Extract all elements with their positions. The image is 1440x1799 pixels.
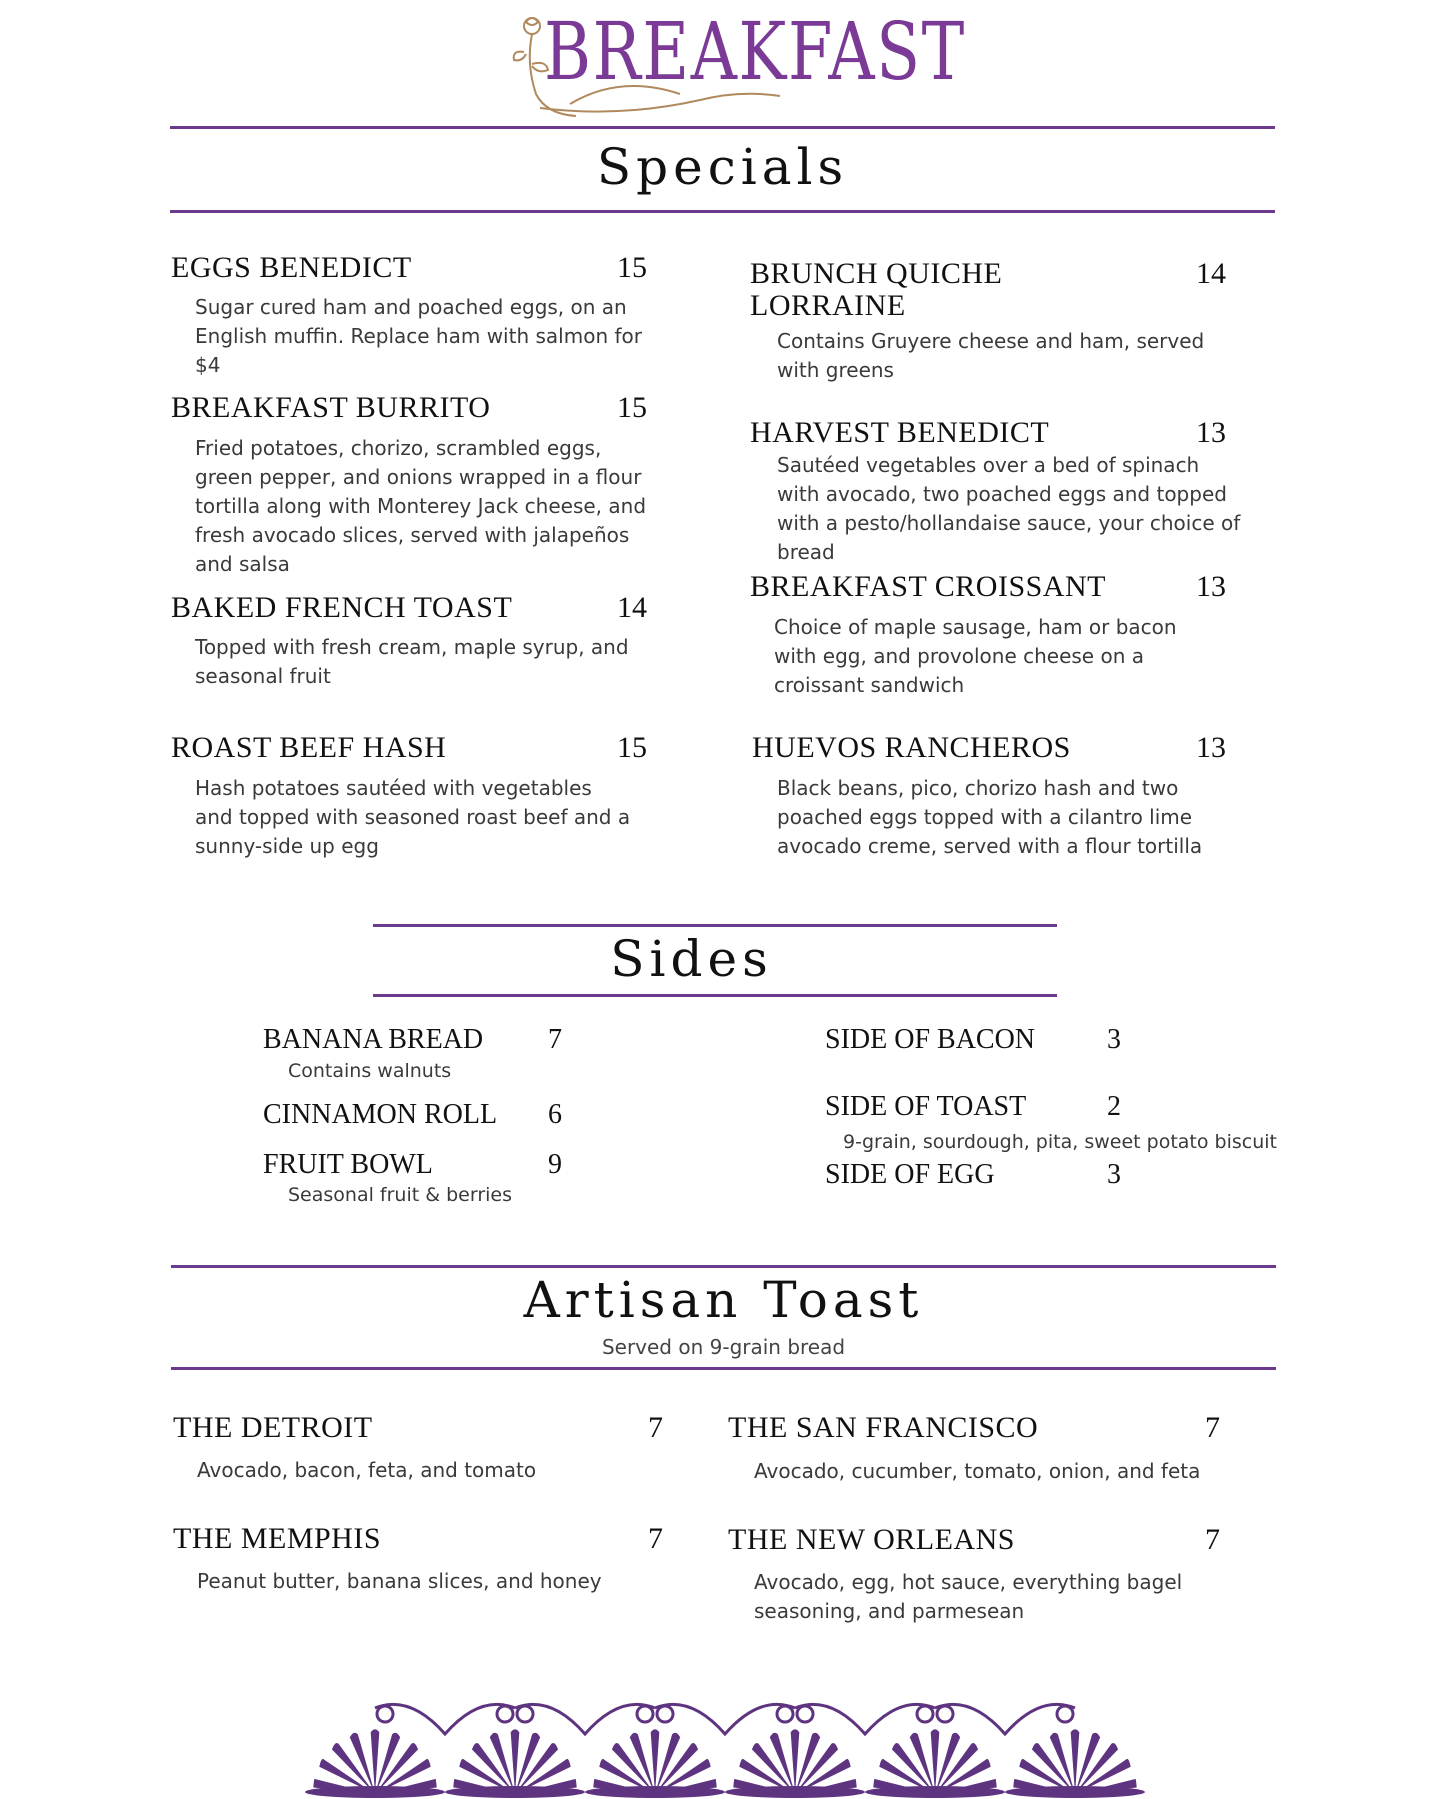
menu-item-price: 15 xyxy=(617,731,647,764)
menu-item-name: BREAKFAST CROISSANT xyxy=(750,570,1106,603)
toast-item-name: THE SAN FRANCISCO xyxy=(728,1411,1039,1444)
menu-item-desc: Sautéed vegetables over a bed of spinach with avocado, two poached eggs and topped with a pesto/hollandaise sauce, your choice of bread xyxy=(777,453,1241,564)
toast-item-desc: Avocado, cucumber, tomato, onion, and feta xyxy=(754,1459,1201,1483)
menu-item-price: 13 xyxy=(1196,416,1226,449)
toast-bottom-rule xyxy=(171,1367,1276,1370)
menu-item-price: 15 xyxy=(617,251,647,284)
toast-item-name: THE NEW ORLEANS xyxy=(728,1523,1015,1556)
menu-item-name: HARVEST BENEDICT xyxy=(750,416,1050,449)
menu-item-price: 13 xyxy=(1196,570,1226,603)
side-item-price: 7 xyxy=(548,1024,562,1055)
toast-subtitle: Served on 9-grain bread xyxy=(601,1335,846,1359)
menu-item-name: ROAST BEEF HASH xyxy=(171,731,447,764)
side-item-name: CINNAMON ROLL xyxy=(263,1099,498,1130)
toast-item-name: THE DETROIT xyxy=(173,1411,373,1444)
menu-item-price: 14 xyxy=(617,591,647,624)
side-item-price: 2 xyxy=(1107,1091,1121,1122)
menu-item-desc: Black beans, pico, chorizo hash and two poached eggs topped with a cilantro lime avocado creme, served with a flour tortilla xyxy=(777,776,1203,858)
menu-item-name: BREAKFAST BURRITO xyxy=(171,391,491,424)
toast-top-rule xyxy=(171,1265,1276,1268)
menu-item-name: EGGS BENEDICT xyxy=(171,251,412,284)
sides-bottom-rule xyxy=(373,994,1057,997)
menu-logo xyxy=(510,5,966,118)
side-item-price: 9 xyxy=(548,1149,562,1180)
toast-item-price: 7 xyxy=(1205,1523,1220,1556)
menu-item-desc: Contains Gruyere cheese and ham, served with greens xyxy=(777,329,1205,382)
side-item-price: 3 xyxy=(1107,1159,1121,1190)
side-item-name: SIDE OF BACON xyxy=(825,1024,1036,1055)
side-item-name: SIDE OF TOAST xyxy=(825,1091,1027,1122)
toast-title: Artisan Toast xyxy=(523,1271,924,1329)
menu-item-name: BAKED FRENCH TOAST xyxy=(171,591,513,624)
specials-top-rule xyxy=(170,126,1275,129)
fan-ornament-icon xyxy=(300,1690,1150,1799)
menu-item-name: BRUNCH QUICHE LORRAINE xyxy=(750,257,1003,322)
menu-item-desc: Fried potatoes, chorizo, scrambled eggs, green pepper, and onions wrapped in a flour tortilla along with Monterey Jack cheese, and fresh avocado slices, served with jalapeños and salsa xyxy=(195,436,647,576)
toast-item-name: THE MEMPHIS xyxy=(173,1522,382,1555)
menu-item-price: 14 xyxy=(1196,257,1226,290)
toast-item-desc: Peanut butter, banana slices, and honey xyxy=(197,1569,602,1593)
menu-item-desc: Sugar cured ham and poached eggs, on an English muffin. Replace ham with salmon for $4 xyxy=(195,295,642,377)
specials-bottom-rule xyxy=(170,210,1275,213)
side-item-name: FRUIT BOWL xyxy=(263,1149,433,1180)
side-item-name: BANANA BREAD xyxy=(263,1024,484,1055)
toast-item-price: 7 xyxy=(648,1411,663,1444)
specials-title: Specials xyxy=(596,138,849,196)
side-item-name: SIDE OF EGG xyxy=(825,1159,995,1190)
menu-item-desc: Topped with fresh cream, maple syrup, and seasonal fruit xyxy=(195,635,629,688)
logo-wordmark: BREAKFAST xyxy=(544,5,966,98)
side-item-desc: 9-grain, sourdough, pita, sweet potato biscuit xyxy=(843,1131,1277,1153)
menu-item-desc: Choice of maple sausage, ham or bacon with egg, and provolone cheese on a croissant sandwich xyxy=(774,615,1177,697)
toast-item-desc: Avocado, bacon, feta, and tomato xyxy=(197,1458,537,1482)
menu-item-name: HUEVOS RANCHEROS xyxy=(752,731,1071,764)
side-item-price: 3 xyxy=(1107,1024,1121,1055)
toast-item-price: 7 xyxy=(1205,1411,1220,1444)
menu-item-desc: Hash potatoes sautéed with vegetables and topped with seasoned roast beef and a sunny-side up egg xyxy=(195,776,631,858)
side-item-desc: Contains walnuts xyxy=(288,1060,452,1082)
toast-item-desc: Avocado, egg, hot sauce, everything bagel seasoning, and parmesean xyxy=(754,1570,1183,1623)
menu-item-price: 15 xyxy=(617,391,647,424)
menu-item-price: 13 xyxy=(1196,731,1226,764)
toast-item-price: 7 xyxy=(648,1522,663,1555)
side-item-price: 6 xyxy=(548,1099,562,1130)
sides-top-rule xyxy=(373,924,1057,927)
side-item-desc: Seasonal fruit & berries xyxy=(288,1184,512,1206)
sides-title: Sides xyxy=(610,930,773,988)
